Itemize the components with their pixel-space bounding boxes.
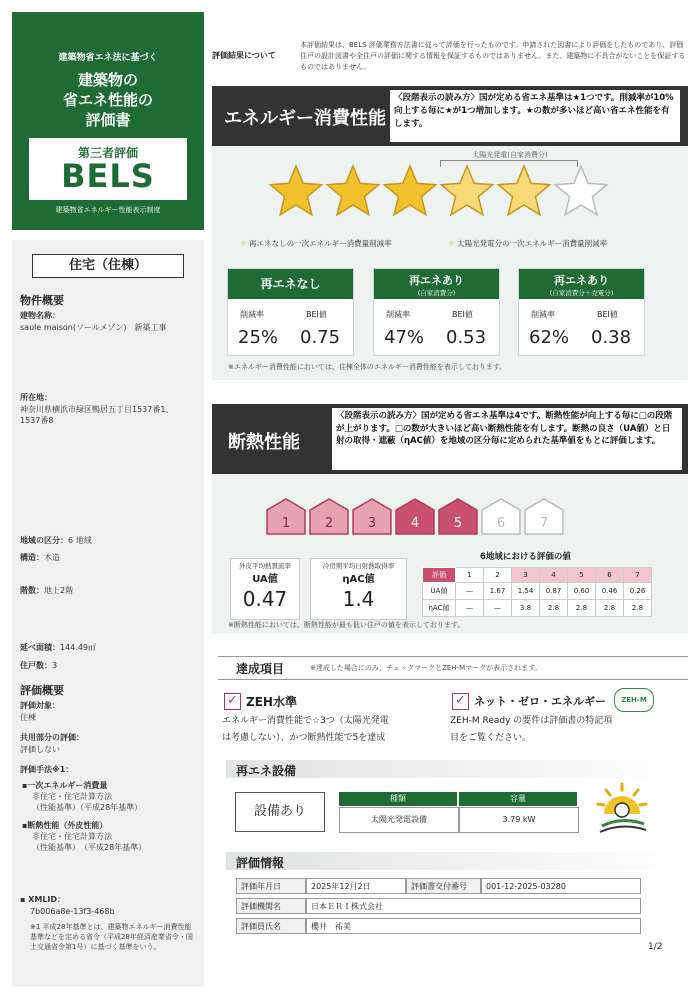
th-1: 1 xyxy=(456,568,484,583)
energy-header xyxy=(212,86,688,146)
energy-box-3 xyxy=(518,268,645,356)
insulation-level-6 xyxy=(482,499,520,534)
energy-box-3-bei: 0.38 xyxy=(591,327,632,348)
energy-method-1: 非住宅・住宅計算方法 xyxy=(32,792,112,801)
zehm-badge: ZEH-M xyxy=(614,688,654,712)
renewable-header xyxy=(226,760,688,778)
legend-no-renew-text: 再エネなしの一次エネルギー消費量削減率 xyxy=(249,239,392,248)
notice-text: 本評価結果は、BELS 評価業務方法書に従って評価を行ったものです。申請された図書により評価をしたものであり、評価住戸の設計図書や全住戸の評価に関する情報を保証するものではありません。また、建築物に不具合がないことを保証するものではありません。 xyxy=(300,41,686,71)
star-filled-icon xyxy=(270,166,321,215)
page-number: 1/2 xyxy=(648,942,663,952)
table-row xyxy=(423,583,652,600)
insulation-level-3 xyxy=(353,499,391,534)
energy-box-2-head: 再エネあり xyxy=(409,274,464,287)
th-5: 5 xyxy=(568,568,596,583)
insulation-level-label: 7 xyxy=(539,516,549,531)
xmlid-value: 7b006a8e-13f3-468b xyxy=(30,907,115,916)
left-column xyxy=(12,12,204,987)
energy-box-3-sub: (自家消費分＋売電分) xyxy=(549,289,614,297)
insulation-header xyxy=(212,404,688,474)
info-header xyxy=(226,852,688,870)
energy-box-1-head: 再エネなし xyxy=(228,269,353,299)
cell: ηAC値 xyxy=(423,600,456,617)
legend-solar xyxy=(448,238,607,249)
cell: 2.8 xyxy=(624,600,652,617)
energy-box-1-bei-label: BEI値 xyxy=(306,310,327,319)
insulation-note: ※断熱性能においては、断熱性能が最も低い住戸の値を表示しております。 xyxy=(228,621,465,629)
energy-box-1-red-label: 削減率 xyxy=(240,310,264,319)
insulation-level-label: 2 xyxy=(324,516,334,531)
floor-area-label: 延べ面積： xyxy=(20,643,60,652)
energy-method-2: （性能基準）（平成28年基準） xyxy=(32,803,143,812)
floors-row xyxy=(20,585,73,596)
insulation-level-2 xyxy=(310,499,348,534)
eval-target-label: 評価対象： xyxy=(20,701,60,710)
system-name: 建築物省エネルギー性能表示制度 xyxy=(55,206,161,214)
insulation-description: 〈段階表示の読み方〉国が定める省エネ基準は4です。断熱性能が向上する毎に□の段階が上がります。□の数が大きいほど高い断熱性能を有します。断熱の良さ（UA値）と日射の取得・遮蔽（ηAC値）を地域の区分毎に定められた基準値をもとに評価します。 xyxy=(332,408,682,470)
eval-heading: 評価概要 xyxy=(20,684,64,697)
units-row xyxy=(20,660,57,671)
insulation-level-1 xyxy=(267,499,305,534)
location-label: 所在地： xyxy=(20,393,52,402)
energy-box-1-bei: 0.75 xyxy=(300,327,341,348)
achievement-title: 達成項目 xyxy=(236,662,285,676)
legend-solar-text: 太陽光発電分の一次エネルギー消費量削減率 xyxy=(457,239,608,248)
badge-line1: 建築物省エネ法に基づく xyxy=(58,53,158,63)
th-2: 2 xyxy=(484,568,512,583)
energy-box-3-reduction: 62% xyxy=(529,327,570,348)
table-row xyxy=(423,600,652,617)
insulation-level-label: 6 xyxy=(496,516,506,531)
third-party-label: 第三者評価 xyxy=(77,146,138,160)
building-name: saule maison(ソールメゾン) 新築工事 xyxy=(20,323,167,332)
floors-value: 地上2階 xyxy=(44,586,74,595)
insul-method-1: 非住宅・住宅計算方法 xyxy=(32,832,112,841)
ua-head2: UA値 xyxy=(252,574,278,585)
cell: — xyxy=(484,600,512,617)
region-label: 地域の区分： xyxy=(20,536,68,545)
cell: 0.46 xyxy=(596,583,624,600)
star-rating xyxy=(268,162,618,224)
method-label: 評価手法※1： xyxy=(20,765,74,774)
netzero-label: ネット・ゼロ・エネルギー xyxy=(474,695,606,708)
house-type: 住宅（住棟） xyxy=(32,254,184,278)
energy-box-2-bei: 0.53 xyxy=(446,327,487,348)
energy-method-label: ▪一次エネルギー消費量 xyxy=(22,781,108,790)
footnote: ※1 平成28年基準とは、建築物エネルギー消費性能基準などを定める省令（平成28年経済産業省令・国土交通省令第1号）に基づく基準をいう。 xyxy=(30,923,193,951)
zeh-text-1: エネルギー消費性能で☆3つ（太陽光発電 xyxy=(222,716,389,726)
renewable-title: 再エネ設備 xyxy=(236,764,297,778)
info-person-label: 評価員氏名 xyxy=(236,918,306,934)
insulation-title: 断熱性能 xyxy=(228,432,300,453)
cell: — xyxy=(456,600,484,617)
th-7: 7 xyxy=(624,568,652,583)
ua-value: 0.47 xyxy=(242,587,288,611)
legend-no-renew xyxy=(240,238,392,249)
region-table xyxy=(422,567,652,617)
th-label: 評価 xyxy=(423,568,456,583)
region-row xyxy=(20,535,92,546)
insulation-level-label: 3 xyxy=(367,516,377,531)
eta-value: 1.4 xyxy=(342,587,375,611)
cell: 2.8 xyxy=(568,600,596,617)
floor-area-row xyxy=(20,642,96,653)
cell: UA値 xyxy=(423,583,456,600)
th-3: 3 xyxy=(512,568,540,583)
energy-box-3-bei-label: BEI値 xyxy=(597,310,618,319)
property-panel xyxy=(12,240,204,987)
star-solar-icon xyxy=(498,166,549,215)
shared-value: 評価しない xyxy=(20,745,60,754)
floor-area-value: 144.49㎡ xyxy=(60,643,96,652)
badge-line2: 建築物の xyxy=(77,71,138,89)
location: 神奈川県横浜市緑区鴨居五丁目1537番1、1537番8 xyxy=(20,405,174,425)
star-filled-icon xyxy=(327,166,378,215)
energy-box-3-red-label: 削減率 xyxy=(531,310,555,319)
property-heading: 物件概要 xyxy=(20,294,64,307)
zeh-check-icon: ✓ xyxy=(224,693,241,710)
insulation-level-4 xyxy=(396,499,434,534)
badge-line3: 省エネ性能の xyxy=(62,91,153,109)
notice-label: 評価結果について xyxy=(212,51,276,60)
insulation-level-label: 4 xyxy=(410,516,420,531)
energy-box-2-red-label: 削減率 xyxy=(386,310,410,319)
xmlid-label: ▪ XMLID： xyxy=(20,895,66,904)
cell: 0.60 xyxy=(568,583,596,600)
insulation-level-5 xyxy=(439,499,477,534)
structure-value: 木造 xyxy=(44,553,60,562)
star-solar-legend-icon: ☆ xyxy=(448,239,455,248)
renewable-col-capacity: 容量 xyxy=(459,792,577,806)
ua-head1: 外皮平均熱貫流率 xyxy=(239,562,291,570)
insulation-level-label: 1 xyxy=(281,516,291,531)
insul-method-2: （性能基準） （平成28年基準） xyxy=(32,843,147,852)
energy-box-2 xyxy=(373,268,500,356)
renewable-table-header xyxy=(339,792,577,806)
achievement-note: ※達成した場合にのみ、チェックマークとZEH-Mマークが表示されます。 xyxy=(310,664,542,672)
eval-target: 住棟 xyxy=(20,713,36,722)
energy-box-2-bei-label: BEI値 xyxy=(452,310,473,319)
units-label: 住戸数： xyxy=(20,661,52,670)
zeh-text-2: は考慮しない）、かつ断熱性能で5を達成 xyxy=(222,733,386,743)
structure-label: 構造： xyxy=(20,553,44,562)
cell: 0.87 xyxy=(540,583,568,600)
region-value: 6 地域 xyxy=(68,536,92,545)
cell: — xyxy=(456,583,484,600)
ua-box xyxy=(230,558,300,620)
region-table-header xyxy=(423,568,652,583)
insul-method-label: ▪断熱性能（外皮性能） xyxy=(22,821,108,830)
info-date-label: 評価年月日 xyxy=(236,878,306,894)
cell: 1.54 xyxy=(512,583,540,600)
renewable-capacity: 3.79 kW xyxy=(459,807,579,833)
renewable-kind: 太陽光発電設備 xyxy=(339,807,459,833)
netzero-text-1: ZEH-M Ready の要件は評価書の特記項 xyxy=(450,716,613,726)
renewable-col-kind: 種類 xyxy=(339,792,457,806)
structure-row xyxy=(20,552,60,563)
energy-title: エネルギー消費性能 xyxy=(224,108,386,129)
insulation-levels xyxy=(265,496,615,538)
eta-head2: ηAC値 xyxy=(342,574,375,585)
info-title: 評価情報 xyxy=(236,856,285,870)
info-org-label: 評価機関名 xyxy=(236,898,306,914)
cell: 3.8 xyxy=(512,600,540,617)
badge-title xyxy=(12,70,204,130)
info-number: 001-12-2025-03280 xyxy=(481,878,641,894)
energy-box-2-sub: (自家消費分) xyxy=(417,289,456,297)
info-number-label: 評価書交付番号 xyxy=(406,878,481,894)
star-empty-icon xyxy=(555,166,606,215)
bels-logo-box xyxy=(29,138,187,200)
floors-label: 階数： xyxy=(20,586,44,595)
units-value: 3 xyxy=(52,661,58,670)
insulation-level-label: 5 xyxy=(453,516,463,531)
info-org: 日本ＥＲＩ株式会社 xyxy=(306,898,641,914)
energy-box-3-header xyxy=(519,269,644,299)
eta-box xyxy=(310,558,407,620)
energy-box-1-reduction: 25% xyxy=(238,327,279,348)
cell: 0.26 xyxy=(624,583,652,600)
achievement-header xyxy=(218,656,688,680)
energy-description: 〈段階表示の読み方〉国が定める省エネ基準は★1つです。削減率が10%向上する毎に★が1つ増加します。★の数が多いほど高い省エネ性能を有します。 xyxy=(390,90,680,142)
energy-box-3-head: 再エネあり xyxy=(554,274,609,287)
info-date: 2025年12月2日 xyxy=(306,878,406,894)
energy-box-2-header xyxy=(374,269,499,299)
energy-note: ※エネルギー消費性能においては、住棟全体のエネルギー消費性能を表示しております。 xyxy=(228,363,507,371)
star-legend-icon: ☆ xyxy=(240,239,247,248)
shared-label: 共用部分の評価： xyxy=(20,733,84,742)
netzero-text-2: 目をご覧ください。 xyxy=(450,733,532,743)
solar-house-icon xyxy=(592,778,652,838)
cell: 2.8 xyxy=(540,600,568,617)
insulation-level-7 xyxy=(525,499,563,534)
eta-head1: 冷房期平均日射熱取得率 xyxy=(322,562,395,570)
star-solar-icon xyxy=(441,166,492,215)
cell: 2.8 xyxy=(596,600,624,617)
cell: 1.67 xyxy=(484,583,512,600)
star-filled-icon xyxy=(384,166,435,215)
netzero-check-icon: ✓ xyxy=(452,693,469,710)
bels-logo: BELS xyxy=(61,157,155,195)
building-name-label: 建物名称： xyxy=(20,311,60,320)
energy-box-1 xyxy=(227,268,354,356)
info-person: 櫻井 祐美 xyxy=(306,918,641,934)
renewable-status: 設備あり xyxy=(235,792,325,832)
region-table-title: 6地域における評価の値 xyxy=(480,552,571,562)
zeh-label: ZEH水準 xyxy=(246,695,297,709)
badge-line4: 評価書 xyxy=(85,111,131,129)
th-6: 6 xyxy=(596,568,624,583)
info-table xyxy=(236,878,641,936)
energy-box-2-reduction: 47% xyxy=(384,327,425,348)
th-4: 4 xyxy=(540,568,568,583)
solar-label: 太陽光発電(自家消費分) xyxy=(472,151,548,159)
bels-badge xyxy=(12,12,204,230)
